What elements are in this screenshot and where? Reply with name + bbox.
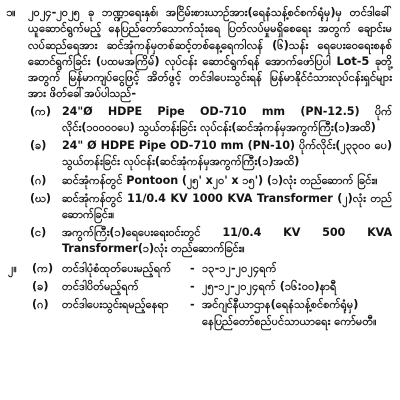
intro-text: ၂၀၂၄-၂၀၂၅ ခု ဘဏ္ဍာရေးနှစ်၊ အငြိမ်းစားယာဉ်အား(ရေနံသန့်စင်စက်ရုံမှ)မှ တင်ဒါခေါ်ယူဆောင်ရွက်မည့် နေပြည်တော်သောက်သုံးရေ ပြတ်လပ်မှုမရှိစေရေး အတွက် ချောင်းမလပ်ဆည်ရေအား ဆင်အုံကန်မှတစ်ဆင့်တစ်နေ့ရေကါလန် (၆)သန်း ရေပေးဝေရေးစနစ်ဆောင်ရွက်ခြင်း (ပထမအကြိမ်) လုပ်ငန်း ဆောင်ရွက်ရန် အောက်ဖော်ပြပါ Lot-5 ခုတို့အတွက် မြန်မာကျပ်ငွေဖြင့် အိတ်ဖွင့် တင်ဒါပေးသွင်းရန် မြန်မာနိုင်ငံသားလုပ်ငန်းရှင်များအား ဖိတ်ခေါ်အပ်ပါသည်- bbox=[28, 5, 392, 101]
schedule-rows bbox=[32, 260, 392, 331]
schedule-section bbox=[6, 260, 392, 331]
schedule-key: တင်ဒါပိတ်မည့်ရက် bbox=[62, 279, 139, 293]
schedule-row bbox=[32, 260, 392, 277]
lot-text: ဆင်အုံကန်တွင် Pontoon (၂၅' x၂၀' x ၁၅') (၁)လုံး တည်ဆောက် ခြင်း။ bbox=[62, 173, 378, 187]
lot-text: 24"Ø HDPE Pipe OD-710 mm (PN-12.5) ပိုက်လိုင်း(၁၀၀၀၀ပေ) သွယ်တန်းခြင်း လုပ်ငန်း(ဆင်အုံကန်မှအကွက်ကြီး(၁)အထိ) bbox=[62, 104, 392, 134]
schedule-separator: - bbox=[190, 279, 195, 293]
schedule-row bbox=[32, 278, 392, 295]
lot-item bbox=[6, 138, 392, 170]
lot-label: (င) bbox=[30, 226, 47, 240]
lot-item bbox=[6, 191, 392, 223]
schedule-label: (ဂ) bbox=[32, 297, 49, 311]
lot-label: (ခ) bbox=[30, 139, 47, 153]
paragraph-number: ၂။ bbox=[8, 261, 17, 275]
paragraph-number: ၁။ bbox=[6, 5, 16, 19]
schedule-separator: - bbox=[190, 297, 195, 311]
lot-text: 24" Ø HDPE Pipe OD-710 mm (PN-10) ပိုက်လိုင်း(၂၃၃၀၀ ပေ) သွယ်တန်းခြင်း လုပ်ငန်း(ဆင်အုံကန်မှအကွက်ကြီး(၁)အထိ) bbox=[62, 139, 392, 169]
schedule-separator: - bbox=[190, 261, 195, 275]
lot-label: (ဃ) bbox=[30, 191, 51, 205]
schedule-row bbox=[32, 296, 392, 330]
schedule-label: (ခ) bbox=[32, 279, 49, 293]
lot-list bbox=[6, 104, 392, 258]
schedule-value: ၁၃-၁၂-၂၀၂၄ရက် bbox=[202, 261, 277, 275]
schedule-value: ၂၅-၁၂-၂၀၂၄ရက် (၁၆:၀၀)နာရီ bbox=[202, 279, 337, 293]
schedule-key: တင်ဒါပုံစံထုတ်ပေးမည့်ရက် bbox=[62, 261, 172, 275]
intro-paragraph bbox=[6, 4, 392, 102]
lot-text: အကွက်ကြီး(၁)ရေပေးရေးဝင်းတွင် 11/0.4 KV 500 KVA Transformer(၁)လုံး တည်ဆောက်ခြင်း။ bbox=[62, 226, 392, 256]
schedule-key: တင်ဒါပေးသွင်းရမည့်နေရာ bbox=[62, 297, 169, 311]
lot-item bbox=[6, 173, 392, 189]
lot-label: (က) bbox=[30, 104, 51, 118]
lot-text: ဆင်အုံကန်တွင် 11/0.4 KV 1000 KVA Transformer (၂)လုံး တည် ဆောက်ခြင်း။ bbox=[62, 191, 392, 221]
lot-item bbox=[6, 104, 392, 136]
lot-item bbox=[6, 225, 392, 257]
schedule-value: အင်ဂျင်နီယာဌာန(ရေနံသန့်စင်စက်ရုံမှ) နေပြည်တော်စည်ပင်သာယာရေး ကော်မတီ။ bbox=[202, 297, 377, 328]
lot-label: (ဂ) bbox=[30, 173, 47, 187]
schedule-label: (က) bbox=[32, 261, 54, 275]
